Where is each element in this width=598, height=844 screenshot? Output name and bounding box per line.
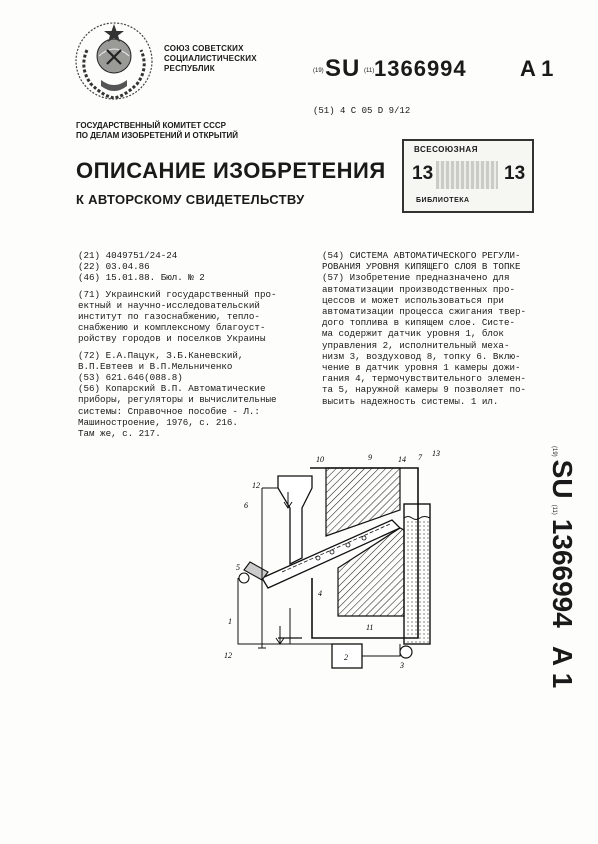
committee-line: ПО ДЕЛАМ ИЗОБРЕТЕНИЙ И ОТКРЫТИЙ bbox=[76, 131, 239, 140]
vertical-code-19: (19) bbox=[551, 446, 557, 457]
ussr-emblem-icon bbox=[73, 20, 155, 102]
patent-number: 1366994 bbox=[374, 56, 467, 81]
abstract-line: гания 4, термочувствительного элемен- bbox=[322, 373, 526, 385]
fig-label-4: 4 bbox=[318, 589, 322, 598]
biblio-line: (72) Е.А.Пацук, З.Б.Каневский, bbox=[78, 349, 244, 361]
stamp-left-number: 13 bbox=[412, 163, 434, 184]
committee-line: ГОСУДАРСТВЕННЫЙ КОМИТЕТ СССР bbox=[76, 121, 226, 130]
stamp-smudge bbox=[436, 161, 498, 189]
fig-label-14: 14 bbox=[398, 455, 406, 464]
stamp-bottom: БИБЛИОТЕКА bbox=[416, 197, 470, 204]
vertical-country-code: SU bbox=[547, 459, 578, 499]
patent-kind: A 1 bbox=[520, 56, 554, 81]
biblio-line: (22) 03.04.86 bbox=[78, 261, 150, 273]
biblio-line: системы: Справочное пособие - Л.: bbox=[78, 405, 260, 417]
fig-label-10: 10 bbox=[316, 455, 324, 464]
abstract-line: управления 2, исполнительный меха- bbox=[322, 339, 510, 351]
vertical-patent-number bbox=[547, 446, 578, 689]
fig-label-1: 1 bbox=[228, 617, 232, 626]
fig-label-3: 3 bbox=[400, 661, 404, 670]
country-line: СОЮЗ СОВЕТСКИХ bbox=[164, 44, 244, 53]
fig-label-11: 11 bbox=[366, 623, 374, 632]
biblio-line: (56) Копарский В.П. Автоматические bbox=[78, 383, 266, 395]
biblio-line: (71) Украинский государственный про- bbox=[78, 288, 277, 300]
bibliographic-data bbox=[78, 250, 318, 439]
fig-label-2: 2 bbox=[344, 653, 348, 662]
ipc-classification: (51) 4 С 05 D 9/12 bbox=[313, 106, 411, 116]
biblio-line: Там же, с. 217. bbox=[78, 428, 161, 440]
country-name bbox=[164, 44, 257, 74]
biblio-line: (53) 621.646(088.8) bbox=[78, 372, 183, 384]
abstract-line: та 5, наружной камеры 9 позволяет по- bbox=[322, 384, 526, 396]
biblio-line: Машиностроение, 1976, с. 216. bbox=[78, 416, 238, 428]
biblio-line: институт по газоснабжению, тепло- bbox=[78, 311, 260, 323]
abstract-line: РОВАНИЯ УРОВНЯ КИПЯЩЕГО СЛОЯ В ТОПКЕ bbox=[322, 261, 521, 273]
abstract-line: дого топлива в кипящем слое. Систе- bbox=[322, 317, 515, 329]
committee-name bbox=[76, 121, 238, 141]
abstract-line: автоматизации процесса сжигания твер- bbox=[322, 306, 526, 318]
country-line: РЕСПУБЛИК bbox=[164, 64, 215, 73]
document-title: ОПИСАНИЕ ИЗОБРЕТЕНИЯ bbox=[76, 158, 386, 183]
abstract-line: (54) СИСТЕМА АВТОМАТИЧЕСКОГО РЕГУЛИ- bbox=[322, 250, 521, 261]
abstract-line: чение в датчик уровня 1 камеры дожи- bbox=[322, 362, 521, 374]
stamp-top: ВСЕСОЮЗНАЯ bbox=[414, 145, 478, 154]
vertical-kind: A 1 bbox=[547, 645, 578, 689]
actuator bbox=[400, 646, 412, 658]
fig-label-12-top: 12 bbox=[252, 481, 260, 490]
vertical-code-11: (11) bbox=[551, 504, 557, 515]
country-line: СОЦИАЛИСТИЧЕСКИХ bbox=[164, 54, 257, 63]
fluidized-bed bbox=[405, 519, 429, 643]
fig-label-5: 5 bbox=[236, 563, 240, 572]
abstract-line: автоматизации производственных про- bbox=[322, 283, 515, 295]
abstract-line: низм 3, воздуховод 8, топку 6. Вклю- bbox=[322, 350, 521, 362]
fuel-hopper bbox=[278, 476, 312, 564]
biblio-line: (46) 15.01.88. Бюл. № 2 bbox=[78, 272, 205, 284]
level-sensor bbox=[244, 562, 268, 580]
fig-label-7: 7 bbox=[418, 453, 422, 462]
abstract bbox=[322, 250, 562, 407]
abstract-line: цессов и может использоваться при bbox=[322, 294, 504, 306]
abstract-line: (57) Изобретение предназначено для bbox=[322, 272, 510, 284]
biblio-line: В.П.Евтеев и В.П.Мельниченко bbox=[78, 360, 233, 372]
stamp-right-number: 13 bbox=[504, 163, 526, 184]
fig-label-12-bottom: 12 bbox=[224, 651, 232, 660]
inid-code-11: (11) bbox=[364, 68, 375, 74]
vertical-number: 1366994 bbox=[547, 518, 578, 628]
fig-label-6: 6 bbox=[244, 501, 248, 510]
biblio-line: приборы, регуляторы и вычислительные bbox=[78, 394, 277, 406]
abstract-line: ма содержит датчик уровня 1, блок bbox=[322, 328, 504, 340]
technical-drawing bbox=[222, 448, 458, 688]
library-stamp bbox=[402, 139, 534, 213]
control-line bbox=[238, 578, 338, 644]
country-code: SU bbox=[325, 55, 361, 82]
biblio-line: ройству городов и поселков Украины bbox=[78, 333, 266, 345]
biblio-line: (21) 4049751/24-24 bbox=[78, 250, 178, 261]
fig-label-13: 13 bbox=[432, 449, 440, 458]
biblio-line: ектный и научно-исследовательский bbox=[78, 299, 260, 311]
biblio-line: снабжению и комплексному благоуст- bbox=[78, 322, 266, 334]
abstract-line: высить надежность системы. 1 ил. bbox=[322, 395, 499, 407]
inid-code-19: (19) bbox=[313, 68, 324, 74]
fig-label-9: 9 bbox=[368, 453, 372, 462]
document-subtitle: К АВТОРСКОМУ СВИДЕТЕЛЬСТВУ bbox=[76, 192, 305, 207]
